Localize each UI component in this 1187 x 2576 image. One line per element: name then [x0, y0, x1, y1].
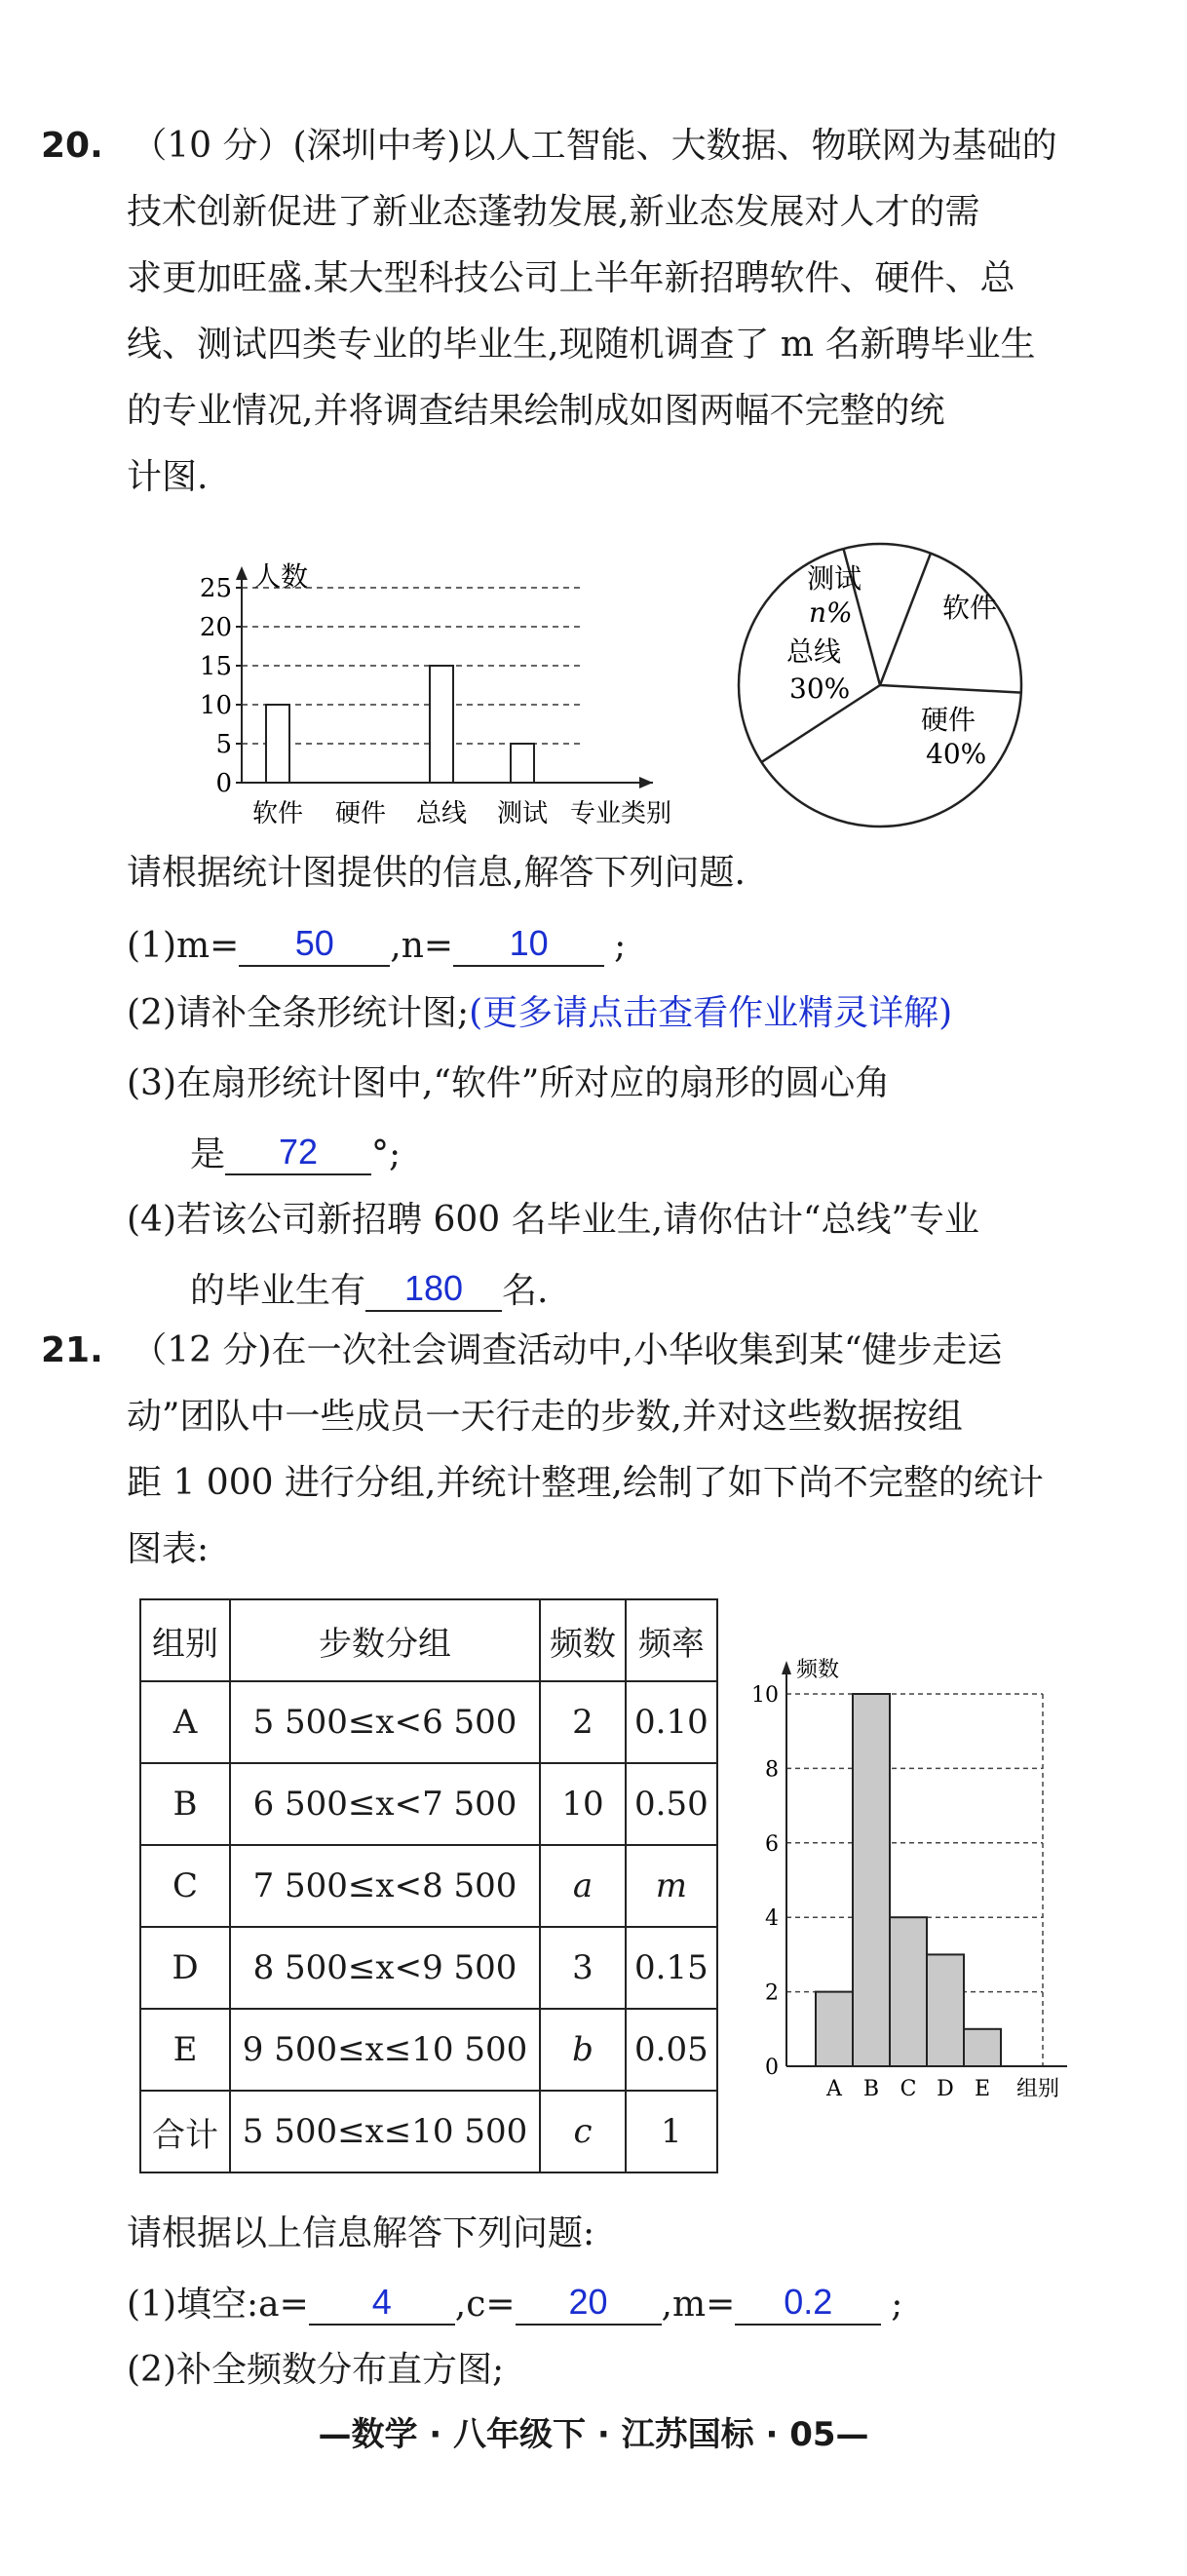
histogram-bar-C — [890, 1917, 927, 2066]
table-cell: m — [626, 1845, 717, 1927]
q20-text-0: （10 分）(深圳中考)以人工智能、大数据、物联网为基础的 — [132, 126, 1057, 166]
table-row — [140, 1927, 717, 2009]
q21-p1-c-label: ,c= — [454, 2284, 516, 2325]
frequency-table — [139, 1598, 718, 2173]
x-tick-label: E — [974, 2077, 991, 2101]
table-cell: 0.10 — [626, 1681, 717, 1763]
q20-p4-label: 的毕业生有 — [190, 1270, 366, 1311]
y-tick-label: 2 — [765, 1980, 779, 2006]
table-cell: B — [140, 1763, 230, 1845]
table-header-row — [140, 1599, 717, 1681]
q20-part3a: (3)在扇形统计图中,“软件”所对应的扇形的圆心角 — [127, 1063, 891, 1103]
table-row — [140, 1845, 717, 1927]
y-tick-label: 10 — [199, 691, 232, 720]
x-tick-label: D — [937, 2077, 954, 2101]
q21-line-3: 图表: — [127, 1529, 210, 1569]
q20-part1 — [127, 922, 626, 967]
q20-p3-end: °; — [371, 1134, 402, 1174]
x-axis-label: 组别 — [1015, 2077, 1060, 2101]
table-cell: 0.05 — [626, 2009, 717, 2091]
table-cell: 8 500≤x<9 500 — [230, 1927, 540, 2009]
q20-answer-angle: 72 — [225, 1131, 371, 1175]
table-cell: 2 — [540, 1681, 626, 1763]
y-tick-label: 0 — [215, 769, 232, 798]
y-tick-label: 25 — [199, 574, 232, 603]
table-cell: c — [540, 2091, 626, 2172]
page-footer: —数学 · 八年级下 · 江苏国标 · 05— — [318, 2415, 869, 2454]
table-cell: b — [540, 2009, 626, 2091]
table-cell: 5 500≤x<6 500 — [230, 1681, 540, 1763]
q20-p1-n-label: ,n= — [390, 925, 454, 966]
y-tick-label: 15 — [199, 652, 232, 681]
q20-p2-text: (2)请补全条形统计图; — [127, 993, 470, 1033]
q20-answer-n: 10 — [453, 922, 604, 967]
table-cell: D — [140, 1927, 230, 2009]
y-tick-label: 20 — [199, 613, 232, 642]
detail-link[interactable]: (更多请点击查看作业精灵详解) — [469, 993, 953, 1033]
table-cell: a — [540, 1845, 626, 1927]
q21-text-0: （12 分)在一次社会调查活动中,小华收集到某“健步走运 — [132, 1330, 1003, 1370]
pie-label: 总线 — [786, 635, 842, 668]
table-cell: 0.50 — [626, 1763, 717, 1845]
table-cell: 1 — [626, 2091, 717, 2172]
q20-part4b — [190, 1267, 548, 1312]
bar-测试 — [511, 744, 534, 783]
table-row — [140, 1681, 717, 1763]
q20-line-5: 计图. — [127, 457, 209, 497]
table-row — [140, 1763, 717, 1845]
pie-percent-label: n% — [809, 596, 853, 629]
x-tick-label: B — [862, 2077, 880, 2101]
q21-line-1: 动”团队中一些成员一天行走的步数,并对这些数据按组 — [127, 1397, 963, 1437]
pie-percent-label: 30% — [789, 673, 851, 705]
table-cell: 9 500≤x≤10 500 — [230, 2009, 540, 2091]
histogram-bar-E — [964, 2029, 1001, 2066]
histogram-bar-D — [927, 1954, 964, 2066]
x-tick-label: 总线 — [415, 799, 468, 828]
q20-line-0 — [41, 125, 1057, 167]
q20-answer-m: 50 — [239, 922, 390, 967]
histogram-bar-A — [816, 1992, 853, 2066]
table-row — [140, 2009, 717, 2091]
table-header-cell: 频数 — [540, 1599, 626, 1681]
table-header-cell: 步数分组 — [230, 1599, 540, 1681]
bar-总线 — [430, 666, 453, 783]
y-axis-label: 频数 — [796, 1658, 840, 1682]
q21-part1 — [127, 2281, 902, 2326]
bar-软件 — [266, 705, 289, 783]
table-cell: 3 — [540, 1927, 626, 2009]
q20-line-2: 求更加旺盛.某大型科技公司上半年新招聘软件、硬件、总 — [127, 258, 1015, 298]
table-cell: A — [140, 1681, 230, 1763]
y-tick-label: 5 — [215, 730, 232, 759]
table-cell: C — [140, 1845, 230, 1927]
table-cell: E — [140, 2009, 230, 2091]
q21-p1-label: (1)填空:a= — [127, 2284, 309, 2325]
table-cell: 10 — [540, 1763, 626, 1845]
major-pie-chart — [736, 534, 1048, 836]
pie-percent-label: 40% — [926, 738, 987, 770]
q20-part4a: (4)若该公司新招聘 600 名毕业生,请你估计“总线”专业 — [127, 1200, 979, 1240]
major-bar-chart — [195, 560, 721, 838]
q20-line-1: 技术创新促进了新业态蓬勃发展,新业态发展对人才的需 — [127, 192, 980, 232]
y-tick-label: 4 — [765, 1906, 779, 1932]
q20-answer-count: 180 — [365, 1267, 502, 1312]
frequency-histogram — [746, 1657, 1082, 2125]
q20-line-3: 线、测试四类专业的毕业生,现随机调查了 m 名新聘毕业生 — [127, 325, 1036, 365]
q20-p1-end: ; — [614, 925, 627, 966]
table-header-cell: 组别 — [140, 1599, 230, 1681]
y-axis-arrow — [782, 1661, 791, 1674]
q20-p1-label: (1)m= — [127, 925, 240, 966]
y-tick-label: 6 — [765, 1831, 779, 1857]
q21-line-2: 距 1 000 进行分组,并统计整理,绘制了如下尚不完整的统计 — [127, 1463, 1044, 1503]
x-tick-label: 软件 — [251, 799, 304, 828]
q21-p1-end: ; — [891, 2284, 903, 2325]
q21-answer-a: 4 — [309, 2281, 455, 2326]
x-tick-label: 硬件 — [334, 799, 387, 828]
pie-label: 软件 — [942, 592, 998, 624]
q20-part3b — [190, 1131, 401, 1175]
x-tick-label: 测试 — [496, 799, 549, 828]
table-header-cell: 频率 — [626, 1599, 717, 1681]
q21-answer-c: 20 — [516, 2281, 662, 2326]
q21-number: 21. — [41, 1330, 103, 1370]
q21-prompt: 请根据以上信息解答下列问题: — [127, 2213, 595, 2253]
table-row — [140, 2091, 717, 2172]
x-tick-label: C — [900, 2077, 917, 2101]
table-cell: 5 500≤x≤10 500 — [230, 2091, 540, 2172]
pie-label: 测试 — [807, 562, 862, 595]
table-cell: 合计 — [140, 2091, 230, 2172]
histogram-bar-B — [853, 1694, 890, 2066]
q20-part2 — [127, 992, 952, 1034]
q20-p4-end: 名. — [502, 1270, 549, 1311]
table-cell: 7 500≤x<8 500 — [230, 1845, 540, 1927]
y-axis-arrow — [236, 566, 248, 580]
x-axis-arrow — [639, 777, 653, 788]
q20-line-4: 的专业情况,并将调查结果绘制成如图两幅不完整的统 — [127, 391, 945, 431]
y-tick-label: 10 — [751, 1683, 779, 1708]
x-tick-label: A — [826, 2077, 842, 2101]
q20-p3-label: 是 — [190, 1134, 226, 1174]
q20-number: 20. — [41, 126, 103, 166]
y-tick-label: 8 — [765, 1757, 779, 1783]
x-axis-label: 专业类别 — [569, 799, 672, 828]
q21-line-0 — [41, 1329, 1002, 1371]
y-tick-label: 0 — [765, 2056, 779, 2080]
table-cell: 0.15 — [626, 1927, 717, 2009]
y-axis-label: 人数 — [253, 560, 309, 593]
table-cell: 6 500≤x<7 500 — [230, 1763, 540, 1845]
pie-label: 硬件 — [921, 704, 976, 736]
q20-prompt: 请根据统计图提供的信息,解答下列问题. — [127, 853, 746, 893]
q21-part2: (2)补全频数分布直方图; — [127, 2350, 505, 2390]
q21-p1-m-label: ,m= — [661, 2284, 736, 2325]
q21-answer-m: 0.2 — [735, 2281, 881, 2326]
